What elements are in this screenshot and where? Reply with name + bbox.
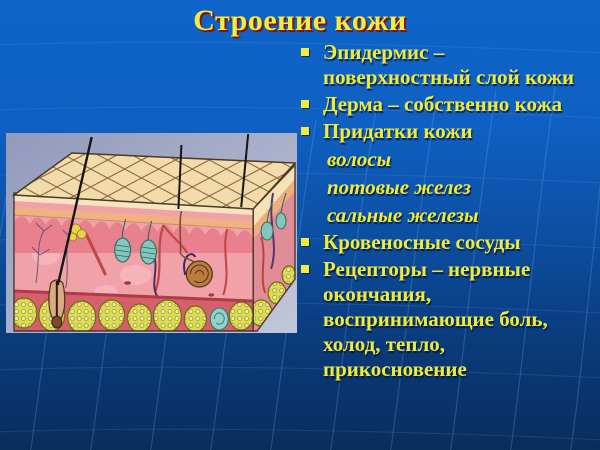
bullet-item-receptory <box>299 257 589 382</box>
sub-item-salnye <box>299 202 589 229</box>
bullet-item-label: Рецепторы – нервные окончания, воспринимающие боль, холод, тепло, прикосновение <box>323 257 548 381</box>
sub-item-label: волосы <box>327 147 392 171</box>
bullet-item-pridatki <box>299 119 589 144</box>
bullet-item-sosudy <box>299 230 589 255</box>
sub-item-potovye <box>299 174 589 201</box>
sub-item-volosy <box>299 146 589 173</box>
bullet-item-label: Эпидермис – поверхностный слой кожи <box>323 40 575 89</box>
bullet-square-icon <box>301 100 309 108</box>
bullet-item-label: Дерма – собственно кожа <box>323 92 563 116</box>
bullet-square-icon <box>301 48 309 56</box>
bullet-item-label: Кровеносные сосуды <box>323 230 521 254</box>
sub-item-label: сальные железы <box>327 203 479 227</box>
bullet-square-icon <box>301 238 309 246</box>
sub-item-label: потовые желез <box>327 175 471 199</box>
bullet-item-label: Придатки кожи <box>323 119 473 143</box>
skin-diagram-figure <box>6 133 297 333</box>
slide-title: Строение кожи <box>193 4 407 37</box>
bullet-square-icon <box>301 127 309 135</box>
bullet-square-icon <box>301 265 309 273</box>
bullet-item-derma <box>299 92 589 117</box>
bullet-list <box>299 40 589 384</box>
bullet-item-epidermis <box>299 40 589 90</box>
